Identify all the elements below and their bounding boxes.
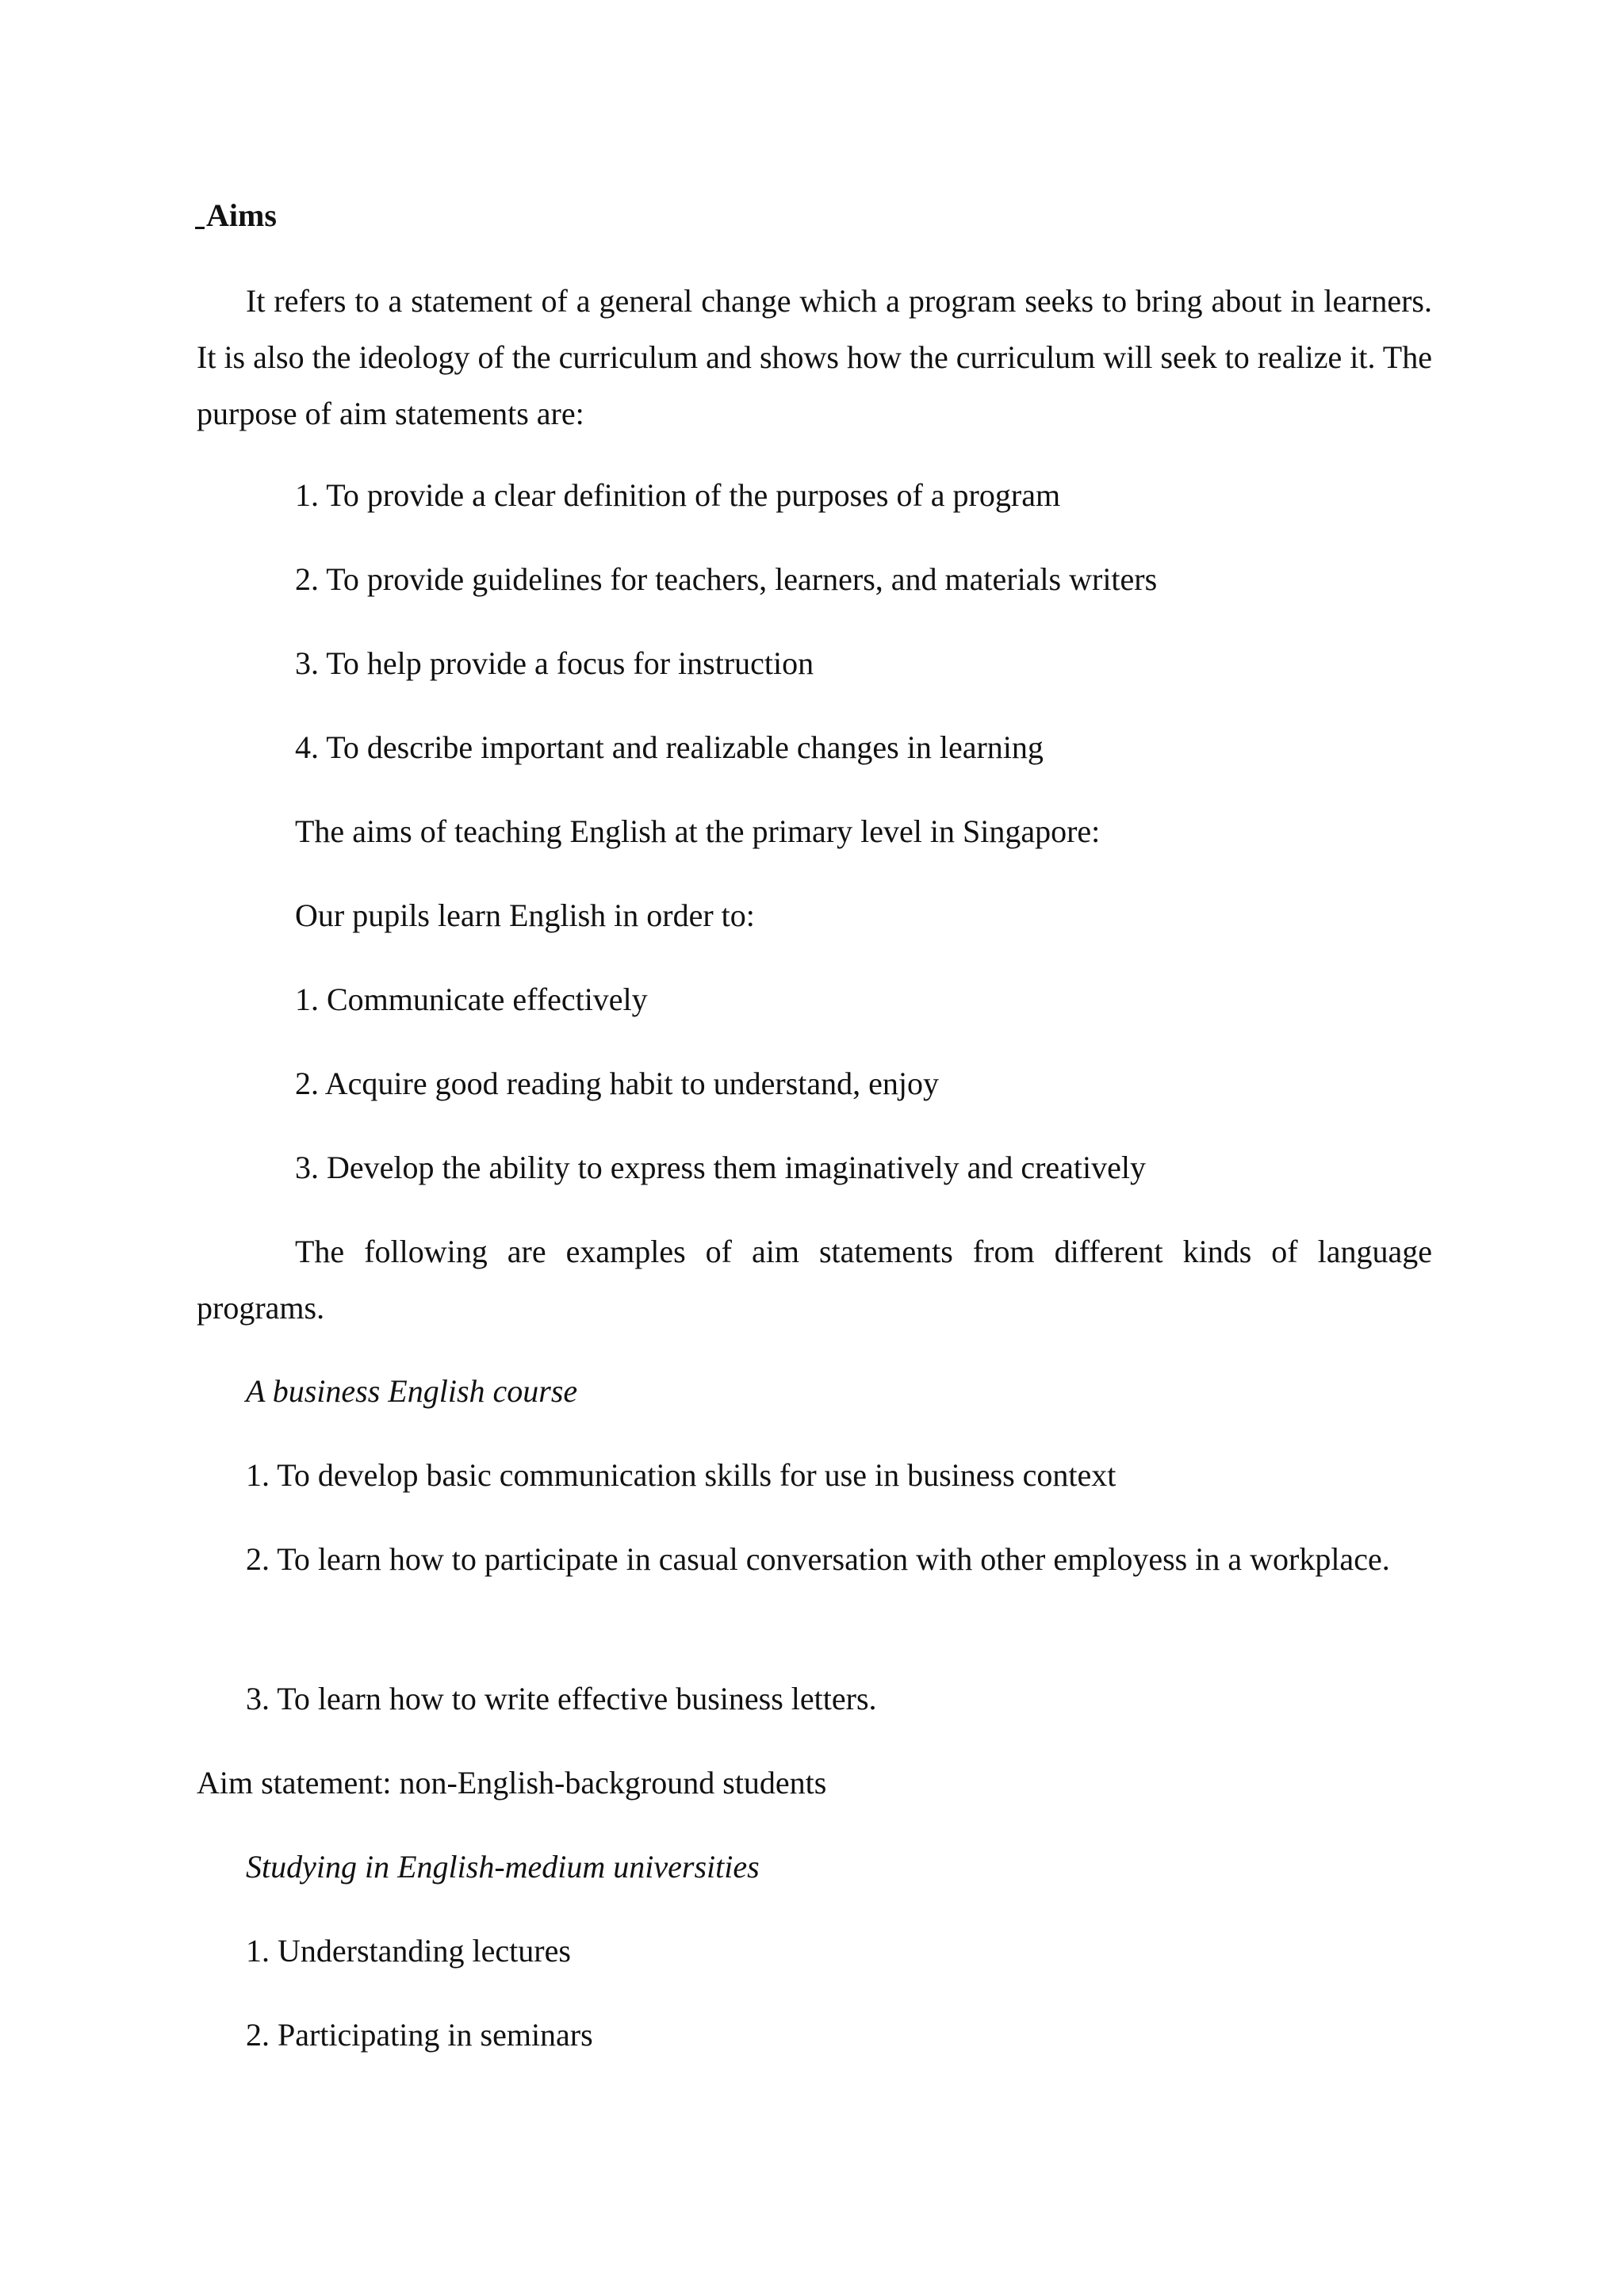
examples-intro-paragraph: The following are examples of aim statements from different kinds of language programs. (197, 1234, 1432, 1326)
singapore-intro: The aims of teaching English at the primary level in Singapore: (295, 813, 1101, 849)
purpose-item-2: 2. To provide guidelines for teachers, learners, and materials writers (295, 561, 1158, 597)
university-item-1: 1. Understanding lectures (246, 1933, 571, 1969)
business-item-1: 1. To develop basic communication skills for use in business context (246, 1457, 1116, 1493)
section-heading-text: Aims (206, 197, 277, 233)
business-item-2: 2. To learn how to participate in casual conversation with other employess in a workplace. (246, 1541, 1390, 1577)
underline-mark (195, 227, 205, 229)
section-heading (195, 197, 277, 235)
university-course-title: Studying in English-medium universities (246, 1849, 760, 1885)
pupil-aim-3: 3. Develop the ability to express them imaginatively and creatively (295, 1150, 1147, 1185)
business-item-3: 3. To learn how to write effective business letters. (246, 1681, 877, 1716)
pupil-aim-2: 2. Acquire good reading habit to understand, enjoy (295, 1066, 940, 1101)
university-item-2: 2. Participating in seminars (246, 2017, 593, 2053)
aim-statement-label: Aim statement: non-English-background students (197, 1765, 827, 1800)
pupils-intro: Our pupils learn English in order to: (295, 897, 755, 933)
business-course-title: A business English course (246, 1373, 578, 1409)
purpose-item-3: 3. To help provide a focus for instruction (295, 645, 814, 681)
pupil-aim-1: 1. Communicate effectively (295, 982, 648, 1017)
purpose-item-1: 1. To provide a clear definition of the purposes of a program (295, 477, 1061, 513)
purpose-item-4: 4. To describe important and realizable changes in learning (295, 729, 1044, 765)
intro-paragraph: It refers to a statement of a general change which a program seeks to bring about in learners. It is also the ideology of the curriculum and shows how the curriculum will seek to realize it. The purpose of aim statements are: (197, 283, 1432, 431)
